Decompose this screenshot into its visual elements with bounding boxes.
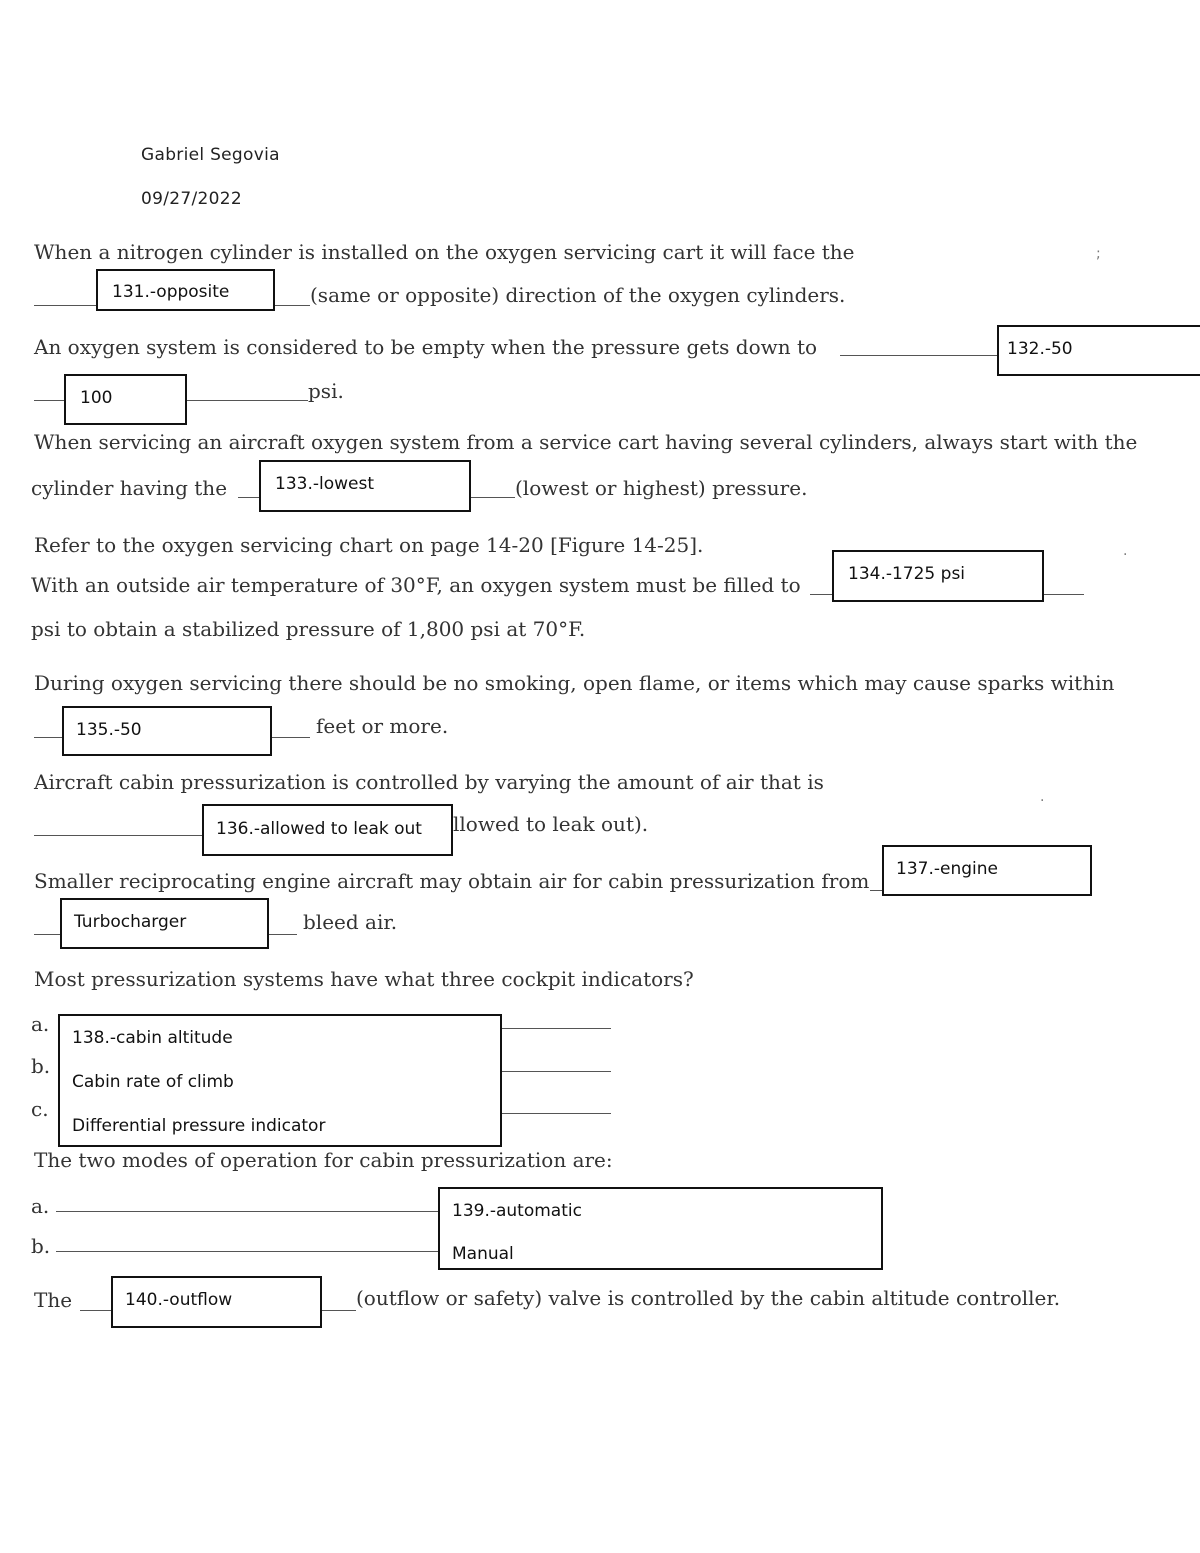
q135-text-line2: feet or more. <box>316 714 449 738</box>
q131-blank-right <box>275 305 310 306</box>
q131-answer-box[interactable] <box>96 269 275 311</box>
q136-blank-left <box>34 835 202 836</box>
q137-answer-bottom: Turbocharger <box>74 912 187 932</box>
q134-text-line3: psi to obtain a stabilized pressure of 1,800 psi at 70°F. <box>31 617 586 641</box>
q135-answer: 135.-50 <box>76 720 142 740</box>
q138-blank-b <box>501 1071 611 1072</box>
scan-mark: · <box>1123 547 1128 563</box>
q132-answer-box-bottom[interactable] <box>64 374 187 425</box>
q139-text-line1: The two modes of operation for cabin pressurization are: <box>34 1148 613 1172</box>
q137-blank-left <box>34 934 60 935</box>
q139-blank-a <box>56 1211 438 1212</box>
q132-blank-top <box>840 355 997 356</box>
q136-answer: 136.-allowed to leak out <box>216 819 422 839</box>
q140-answer-box[interactable] <box>111 1276 322 1328</box>
q137-text-line1: Smaller reciprocating engine aircraft may obtain air for cabin pressurization from <box>34 869 870 893</box>
q131-blank-left <box>34 305 96 306</box>
q134-answer-box[interactable] <box>832 550 1044 602</box>
q138-label-a: a. <box>31 1012 50 1036</box>
q137-answer-top: 137.-engine <box>896 859 998 879</box>
q133-answer-box[interactable] <box>259 460 471 512</box>
q138-label-b: b. <box>31 1054 51 1078</box>
q140-blank-left <box>80 1310 111 1311</box>
q132-answer-top: 132.-50 <box>1007 339 1073 359</box>
q132-answer-box-top[interactable] <box>997 325 1200 376</box>
q135-blank-left <box>34 737 62 738</box>
date: 09/27/2022 <box>141 189 242 209</box>
q138-label-c: c. <box>31 1097 49 1121</box>
q137-answer-box-top[interactable] <box>882 845 1092 896</box>
q132-answer-bottom: 100 <box>80 388 113 408</box>
q138-blank-c <box>501 1113 611 1114</box>
q139-answer-a: 139.-automatic <box>452 1201 582 1221</box>
q132-text-line2: psi. <box>308 379 344 403</box>
q137-text-line2: bleed air. <box>303 910 398 934</box>
q140-blank-right <box>322 1310 356 1311</box>
q137-blank-right <box>269 934 297 935</box>
q138-answer-box[interactable] <box>58 1014 502 1147</box>
q132-blank-left <box>34 400 64 401</box>
q136-text-line2: llowed to leak out). <box>453 812 649 836</box>
q133-text-line2-suffix: (lowest or highest) pressure. <box>515 476 808 500</box>
q133-blank-right <box>471 497 515 498</box>
q139-answer-b: Manual <box>452 1244 514 1264</box>
q140-suffix: (outflow or safety) valve is controlled by the cabin altitude controller. <box>356 1286 1061 1310</box>
q137-blank-top <box>870 890 882 891</box>
q138-answer-b: Cabin rate of climb <box>72 1072 234 1092</box>
q137-answer-box-bottom[interactable] <box>60 898 269 949</box>
q135-answer-box[interactable] <box>62 706 272 756</box>
scan-mark: ; <box>1096 246 1101 262</box>
q133-answer: 133.-lowest <box>275 474 374 494</box>
q134-text-line1: Refer to the oxygen servicing chart on page 14-20 [Figure 14-25]. <box>34 533 704 557</box>
q131-text-line2: (same or opposite) direction of the oxygen cylinders. <box>310 283 846 307</box>
q140-prefix: The <box>34 1288 73 1312</box>
q138-blank-a <box>501 1028 611 1029</box>
q138-answer-a: 138.-cabin altitude <box>72 1028 233 1048</box>
q139-label-a: a. <box>31 1194 50 1218</box>
q134-text-line2: With an outside air temperature of 30°F, an oxygen system must be filled to <box>31 573 801 597</box>
q133-blank-left <box>238 497 259 498</box>
q136-text-line1: Aircraft cabin pressurization is controlled by varying the amount of air that is <box>34 770 824 794</box>
q140-answer: 140.-outflow <box>125 1290 233 1310</box>
q138-text-line1: Most pressurization systems have what three cockpit indicators? <box>34 967 694 991</box>
q133-text-line1: When servicing an aircraft oxygen system from a service cart having several cylinders, always start with the <box>34 430 1138 454</box>
q139-blank-b <box>56 1251 438 1252</box>
scan-mark: · <box>1040 793 1045 809</box>
q139-answer-box[interactable] <box>438 1187 883 1270</box>
q133-text-line2-prefix: cylinder having the <box>31 476 228 500</box>
student-name: Gabriel Segovia <box>141 145 280 165</box>
q134-blank-left <box>810 594 832 595</box>
q135-blank-right <box>272 737 310 738</box>
q132-blank-right <box>187 400 308 401</box>
q131-answer: 131.-opposite <box>112 282 230 302</box>
q134-blank-right <box>1044 594 1084 595</box>
q136-answer-box[interactable] <box>202 804 453 856</box>
q131-text-line1: When a nitrogen cylinder is installed on the oxygen servicing cart it will face the <box>34 240 855 264</box>
q138-answer-c: Differential pressure indicator <box>72 1116 326 1136</box>
q139-label-b: b. <box>31 1234 51 1258</box>
q135-text-line1: During oxygen servicing there should be no smoking, open flame, or items which may cause sparks within <box>34 671 1115 695</box>
q132-text-line1: An oxygen system is considered to be empty when the pressure gets down to <box>34 335 818 359</box>
q134-answer: 134.-1725 psi <box>848 564 966 584</box>
